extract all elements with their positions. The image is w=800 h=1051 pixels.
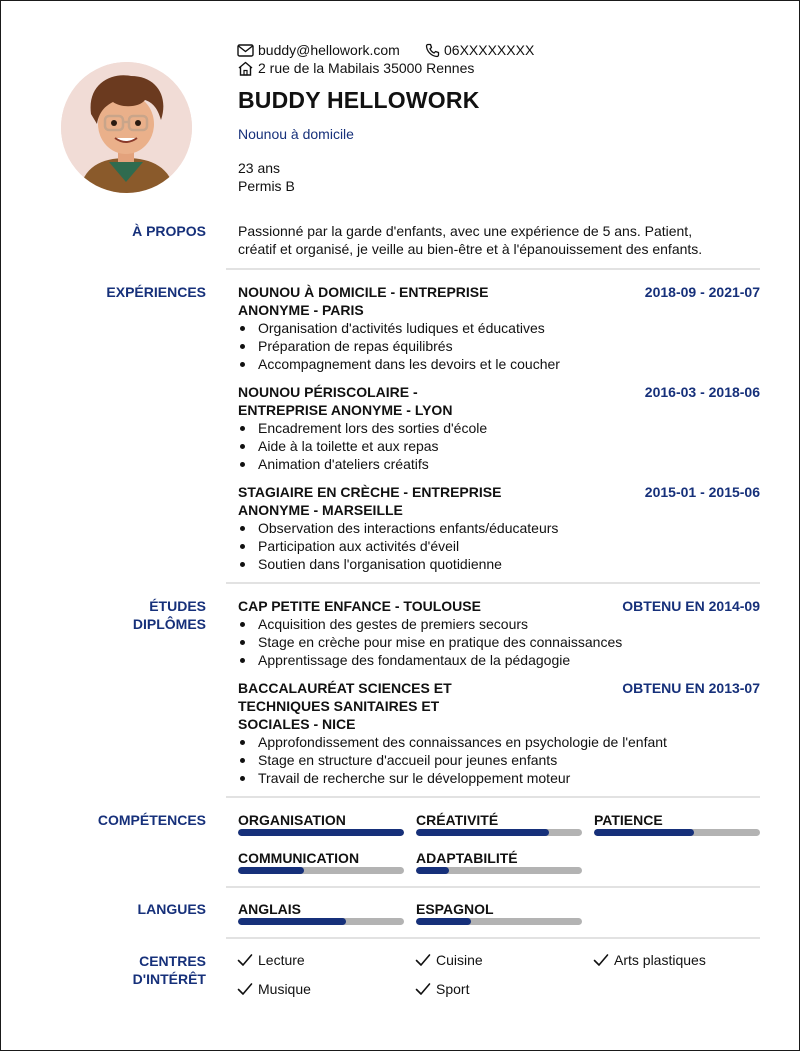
section-label-line: ÉTUDES	[149, 598, 206, 614]
section-label-experiences: EXPÉRIENCES	[106, 284, 206, 300]
list-item: Stage en structure d'accueil pour jeunes enfants	[238, 751, 760, 769]
list-item: Accompagnement dans les devoirs et le coucher	[238, 355, 760, 373]
language-name: ANGLAIS	[238, 901, 301, 917]
skill-bar-fill	[416, 829, 549, 836]
experience-date: 2018-09 - 2021-07	[644, 284, 760, 300]
section-label-about: À PROPOS	[132, 223, 206, 239]
list-item: Acquisition des gestes de premiers secours	[238, 615, 760, 633]
envelope-icon	[237, 44, 254, 57]
list-item: Travail de recherche sur le développement moteur	[238, 769, 760, 787]
email-contact[interactable]	[237, 42, 400, 58]
avatar	[61, 62, 192, 193]
skill-bar	[238, 829, 404, 836]
divider	[226, 268, 760, 270]
interest-label: Arts plastiques	[614, 952, 706, 968]
section-label-line: D'INTÉRÊT	[132, 971, 206, 987]
address-text: 2 rue de la Mabilais 35000 Rennes	[258, 60, 475, 76]
phone-icon	[425, 43, 440, 58]
skill-bar	[594, 829, 760, 836]
section-label-languages: LANGUES	[137, 901, 206, 917]
list-item: Observation des interactions enfants/éducateurs	[238, 519, 760, 537]
language-bar	[416, 918, 582, 925]
experience-title: ENTREPRISE ANONYME - LYON	[238, 402, 453, 418]
experience-date: 2016-03 - 2018-06	[644, 384, 760, 400]
experience-entry	[238, 283, 760, 373]
interest-label: Cuisine	[436, 952, 483, 968]
experience-title: NOUNOU PÉRISCOLAIRE -	[238, 384, 418, 400]
about-line: créatif et organisé, je veille au bien-être et à l'épanouissement des enfants.	[238, 241, 703, 257]
interest-item	[415, 952, 483, 968]
experience-title: ANONYME - MARSEILLE	[238, 502, 403, 518]
skill-bar	[238, 867, 404, 874]
experience-entry	[238, 483, 760, 573]
list-item: Encadrement lors des sorties d'école	[238, 419, 760, 437]
language-bar-fill	[416, 918, 471, 925]
interest-label: Lecture	[258, 952, 305, 968]
section-label-line: DIPLÔMES	[132, 616, 206, 632]
education-entry	[238, 597, 760, 669]
skill-bar-fill	[416, 867, 449, 874]
skill-name: ADAPTABILITÉ	[416, 850, 518, 866]
section-label-line: CENTRES	[139, 953, 206, 969]
language-bar-fill	[238, 918, 346, 925]
address-contact	[237, 60, 474, 76]
phone-contact[interactable]	[425, 42, 534, 58]
education-title: TECHNIQUES SANITAIRES ET	[238, 698, 440, 714]
candidate-name: BUDDY HELLOWORK	[238, 87, 480, 113]
interest-item	[415, 981, 469, 997]
list-item: Stage en crèche pour mise en pratique des connaissances	[238, 633, 760, 651]
checkmark-icon	[237, 982, 253, 996]
list-item: Organisation d'activités ludiques et éducatives	[238, 319, 760, 337]
experience-date: 2015-01 - 2015-06	[644, 484, 760, 500]
education-title: CAP PETITE ENFANCE - TOULOUSE	[238, 598, 481, 614]
skill-name: PATIENCE	[594, 812, 663, 828]
experience-bullets	[238, 319, 760, 373]
divider	[226, 886, 760, 888]
list-item: Apprentissage des fondamentaux de la pédagogie	[238, 651, 760, 669]
list-item: Préparation de repas équilibrés	[238, 337, 760, 355]
section-label-education	[1, 597, 206, 633]
email-text: buddy@hellowork.com	[258, 42, 400, 58]
interest-label: Sport	[436, 981, 470, 997]
section-label-interests	[1, 952, 206, 988]
home-icon	[237, 61, 254, 76]
skill-bar	[416, 867, 582, 874]
experience-title: NOUNOU À DOMICILE - ENTREPRISE	[238, 284, 489, 300]
divider	[226, 796, 760, 798]
about-line: Passionné par la garde d'enfants, avec une expérience de 5 ans. Patient,	[238, 223, 693, 239]
interest-item	[593, 952, 706, 968]
skill-name: ORGANISATION	[238, 812, 346, 828]
checkmark-icon	[415, 982, 431, 996]
list-item: Animation d'ateliers créatifs	[238, 455, 760, 473]
skill-bar	[416, 829, 582, 836]
skill-name: COMMUNICATION	[238, 850, 360, 866]
list-item: Aide à la toilette et aux repas	[238, 437, 760, 455]
experience-entry	[238, 383, 760, 473]
skill-name: CRÉATIVITÉ	[416, 812, 499, 828]
education-bullets	[238, 733, 760, 787]
interest-label: Musique	[258, 981, 311, 997]
education-date: OBTENU EN 2013-07	[622, 680, 760, 696]
phone-text: 06XXXXXXXX	[444, 42, 535, 58]
divider	[226, 582, 760, 584]
skill-bar-fill	[594, 829, 694, 836]
education-title: BACCALAURÉAT SCIENCES ET	[238, 680, 452, 696]
list-item: Soutien dans l'organisation quotidienne	[238, 555, 760, 573]
education-entry	[238, 679, 760, 787]
skill-bar-fill	[238, 829, 404, 836]
experience-title: ANONYME - PARIS	[238, 302, 364, 318]
skill-bar-fill	[238, 867, 304, 874]
education-bullets	[238, 615, 760, 669]
job-title: Nounou à domicile	[238, 126, 354, 142]
education-title: SOCIALES - NICE	[238, 716, 356, 732]
list-item: Approfondissement des connaissances en psychologie de l'enfant	[238, 733, 760, 751]
experience-bullets	[238, 419, 760, 473]
language-bar	[238, 918, 404, 925]
list-item: Participation aux activités d'éveil	[238, 537, 760, 555]
section-label-skills: COMPÉTENCES	[97, 812, 206, 828]
divider	[226, 937, 760, 939]
interest-item	[237, 981, 311, 997]
about-text	[238, 222, 768, 258]
experience-title: STAGIAIRE EN CRÈCHE - ENTREPRISE	[238, 484, 502, 500]
driving-license: Permis B	[238, 178, 295, 194]
education-date: OBTENU EN 2014-09	[622, 598, 760, 614]
interest-item	[237, 952, 305, 968]
age: 23 ans	[238, 160, 281, 176]
checkmark-icon	[237, 953, 253, 967]
language-name: ESPAGNOL	[416, 901, 494, 917]
checkmark-icon	[593, 953, 609, 967]
experience-bullets	[238, 519, 760, 573]
checkmark-icon	[415, 953, 431, 967]
